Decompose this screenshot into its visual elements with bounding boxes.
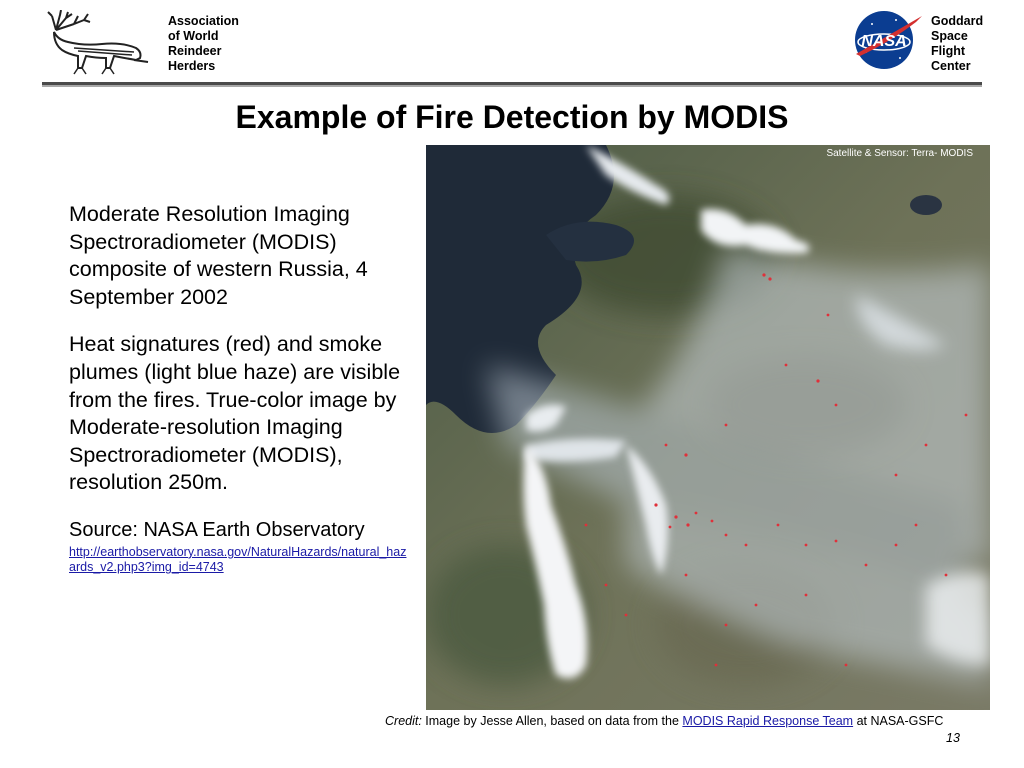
- description-paragraph: Heat signatures (red) and smoke plumes (light blue haze) are visible from the fires. True-color image by Moderate-resolution Imaging Spectroradiometer (MODIS), resolution 250m.: [69, 332, 401, 495]
- org-line: Space: [931, 29, 968, 43]
- text-column: [69, 201, 414, 576]
- image-caption: Satellite & Sensor: Terra- MODIS: [826, 148, 973, 159]
- image-credit: [385, 713, 1010, 729]
- satellite-image: [426, 145, 990, 710]
- source-line: Source: NASA Earth Observatory: [69, 518, 365, 541]
- page-number: 13: [946, 731, 960, 745]
- header-rule-shadow: [42, 85, 982, 87]
- credit-text: Image by Jesse Allen, based on data from the: [421, 714, 683, 728]
- org-line: Center: [931, 59, 971, 73]
- org-line: of World: [168, 29, 219, 43]
- org-line: Reindeer: [168, 44, 222, 58]
- credit-label: Credit:: [385, 714, 422, 728]
- org-line: Goddard: [931, 14, 984, 28]
- reindeer-logo: [44, 10, 156, 76]
- org-line: Herders: [168, 59, 216, 73]
- org-line: Association: [168, 14, 239, 28]
- source-link[interactable]: http://earthobservatory.nasa.gov/NaturalHazards/natural_hazards_v2.php3?img_id=4743: [69, 544, 407, 575]
- org-line: Flight: [931, 44, 966, 58]
- modis-team-link[interactable]: MODIS Rapid Response Team: [682, 714, 854, 728]
- goddard-name: [931, 14, 1011, 74]
- nasa-logo-text: NASA: [861, 33, 907, 50]
- credit-text-end: at NASA-GSFC: [853, 714, 944, 728]
- association-name: [168, 14, 288, 74]
- slide-title: Example of Fire Detection by MODIS: [235, 99, 789, 135]
- description-paragraph: Moderate Resolution Imaging Spectroradiometer (MODIS) composite of western Russia, 4 September 2002: [69, 202, 368, 309]
- nasa-logo: [850, 8, 926, 72]
